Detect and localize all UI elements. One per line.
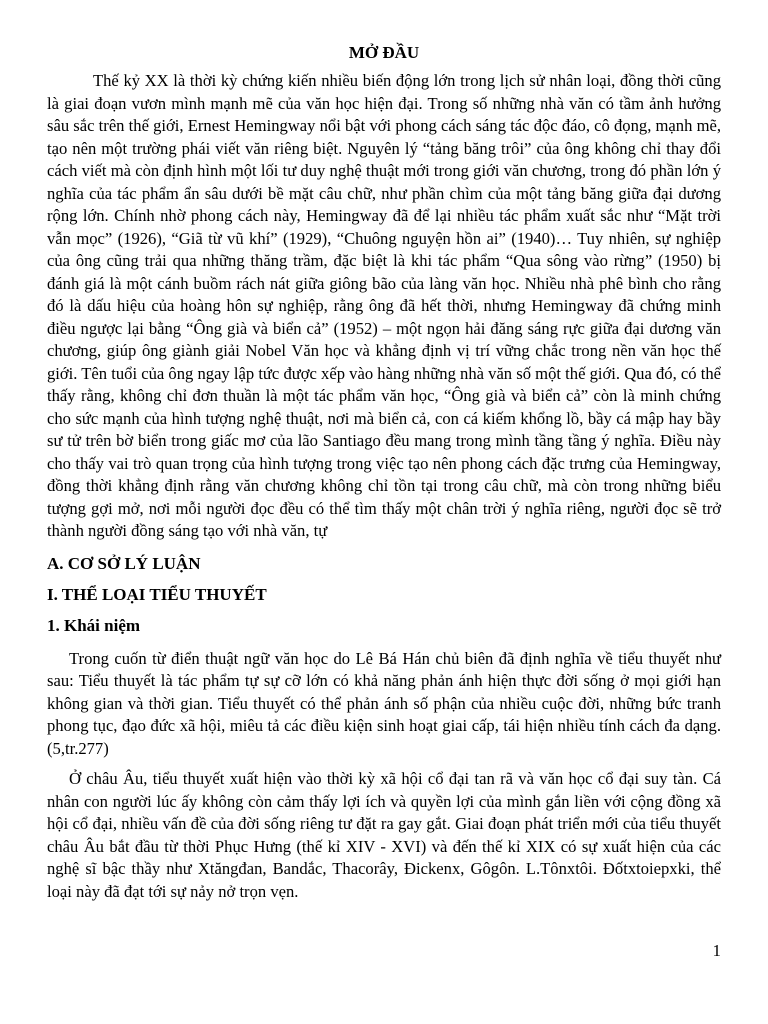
document-title: MỞ ĐẦU: [348, 43, 420, 62]
page-number: 1: [712, 941, 721, 960]
subsection-heading-1: 1. Khái niệm: [47, 615, 141, 635]
definition-paragraph: Trong cuốn từ điển thuật ngữ văn học do Lê Bá Hán chủ biên đã định nghĩa về tiểu thuyết như sau: Tiểu thuyết là tác phẩm tự sự cỡ lớn có khả năng phản ánh hiện thực đời sống ở mọi giới hạn không gian và thời gian. Tiểu thuyết có thể phản ánh số phận của nhiều cuộc đời, những bức tranh phong tục, đạo đức xã hội, miêu tả các điều kiện sinh hoạt giai cấp, tái hiện nhiều tính cách đa dạng. (5,tr.277): [47, 648, 721, 758]
document-page: [47, 42, 721, 903]
europe-paragraph: Ở châu Âu, tiểu thuyết xuất hiện vào thời kỳ xã hội cổ đại tan rã và văn học cổ đại suy tàn. Cá nhân con người lúc ấy không còn cảm thấy lợi ích và quyền lợi của mình gắn liền với cộng đồng xã hội cổ đại, nhiều vấn đề của đời sống riêng tư đặt ra gay gắt. Giai đoạn phát triển mới của tiểu thuyết châu Âu bắt đầu từ thời Phục Hưng (thế kỉ XIV - XVI) và đến thế kỉ XIX có sự xuất hiện của các nghệ sĩ bậc thầy như Xtăngđan, Bandắc, Thacorây, Đickenx, Gôgôn. L.Tônxtôi. Đốtxtoiepxki, thể loại này đã đạt tới sự nảy nở trọn vẹn.: [47, 769, 721, 901]
intro-paragraph: Thế kỷ XX là thời kỳ chứng kiến nhiều biến động lớn trong lịch sử nhân loại, đồng thời cũng là giai đoạn vươn mình mạnh mẽ của văn học hiện đại. Trong số những nhà văn có tầm ảnh hưởng sâu sắc trên thế giới, Ernest Hemingway nổi bật với phong cách sáng tác độc đáo, cô đọng, mạnh mẽ, tạo nên một trường phái viết văn riêng biệt. Nguyên lý “tảng băng trôi” của ông không chỉ thay đổi cách viết mà còn định hình một lối tư duy nghệ thuật mới trong giới văn chương, trong đó phần lớn ý nghĩa của tác phẩm ẩn sâu dưới bề mặt câu chữ, như phần chìm của một tảng băng giữa đại dương rộng lớn. Chính nhờ phong cách này, Hemingway đã để lại nhiều tác phẩm xuất sắc như “Mặt trời vẫn mọc” (1926), “Giã từ vũ khí” (1929), “Chuông nguyện hồn ai” (1940)… Tuy nhiên, sự nghiệp của ông cũng trải qua những thăng trầm, đặc biệt là khi tác phẩm “Qua sông vào rừng” (1950) bị đánh giá là một cánh buồm rách nát giữa giông bão của làng văn học. Nhiều nhà phê bình cho rằng đó là dấu hiệu của hoàng hôn sự nghiệp, rằng ông đã hết thời, nhưng Hemingway đã chứng minh điều ngược lại bằng “Ông già và biển cả” (1952) – một ngọn hải đăng sáng rực giữa đại dương văn chương, giúp ông giành giải Nobel Văn học và khẳng định vị trí vững chắc trong nền văn học thế giới. Tên tuổi của ông ngay lập tức được xếp vào hàng những nhà văn số một thế giới. Qua đó, có thể thấy rằng, không chỉ đơn thuần là một tác phẩm văn học, “Ông già và biển cả” còn là minh chứng cho sức mạnh của hình tượng nghệ thuật, nơi mà biển cả, con cá kiếm khổng lồ, bầy cá mập hay bầy sư tử trên bờ biển trong giấc mơ của lão Santiago đều mang trong mình tầng tầng ý nghĩa. Điều này cho thấy vai trò quan trọng của hình tượng trong việc tạo nên phong cách đặc trưng của Hemingway, đồng thời khẳng định rằng văn chương không chỉ tồn tại trong câu chữ, mà còn trong những biểu tượng gợi mở, nơi mỗi người đọc đều có thể tìm thấy một chân trời ý nghĩa riêng, người đọc sẽ trở thành người đồng sáng tạo với nhà văn, tự: [47, 71, 721, 540]
section-heading-a: A. CƠ SỞ LÝ LUẬN: [47, 553, 201, 573]
section-heading-i: I. THỂ LOẠI TIỂU THUYẾT: [47, 584, 267, 604]
